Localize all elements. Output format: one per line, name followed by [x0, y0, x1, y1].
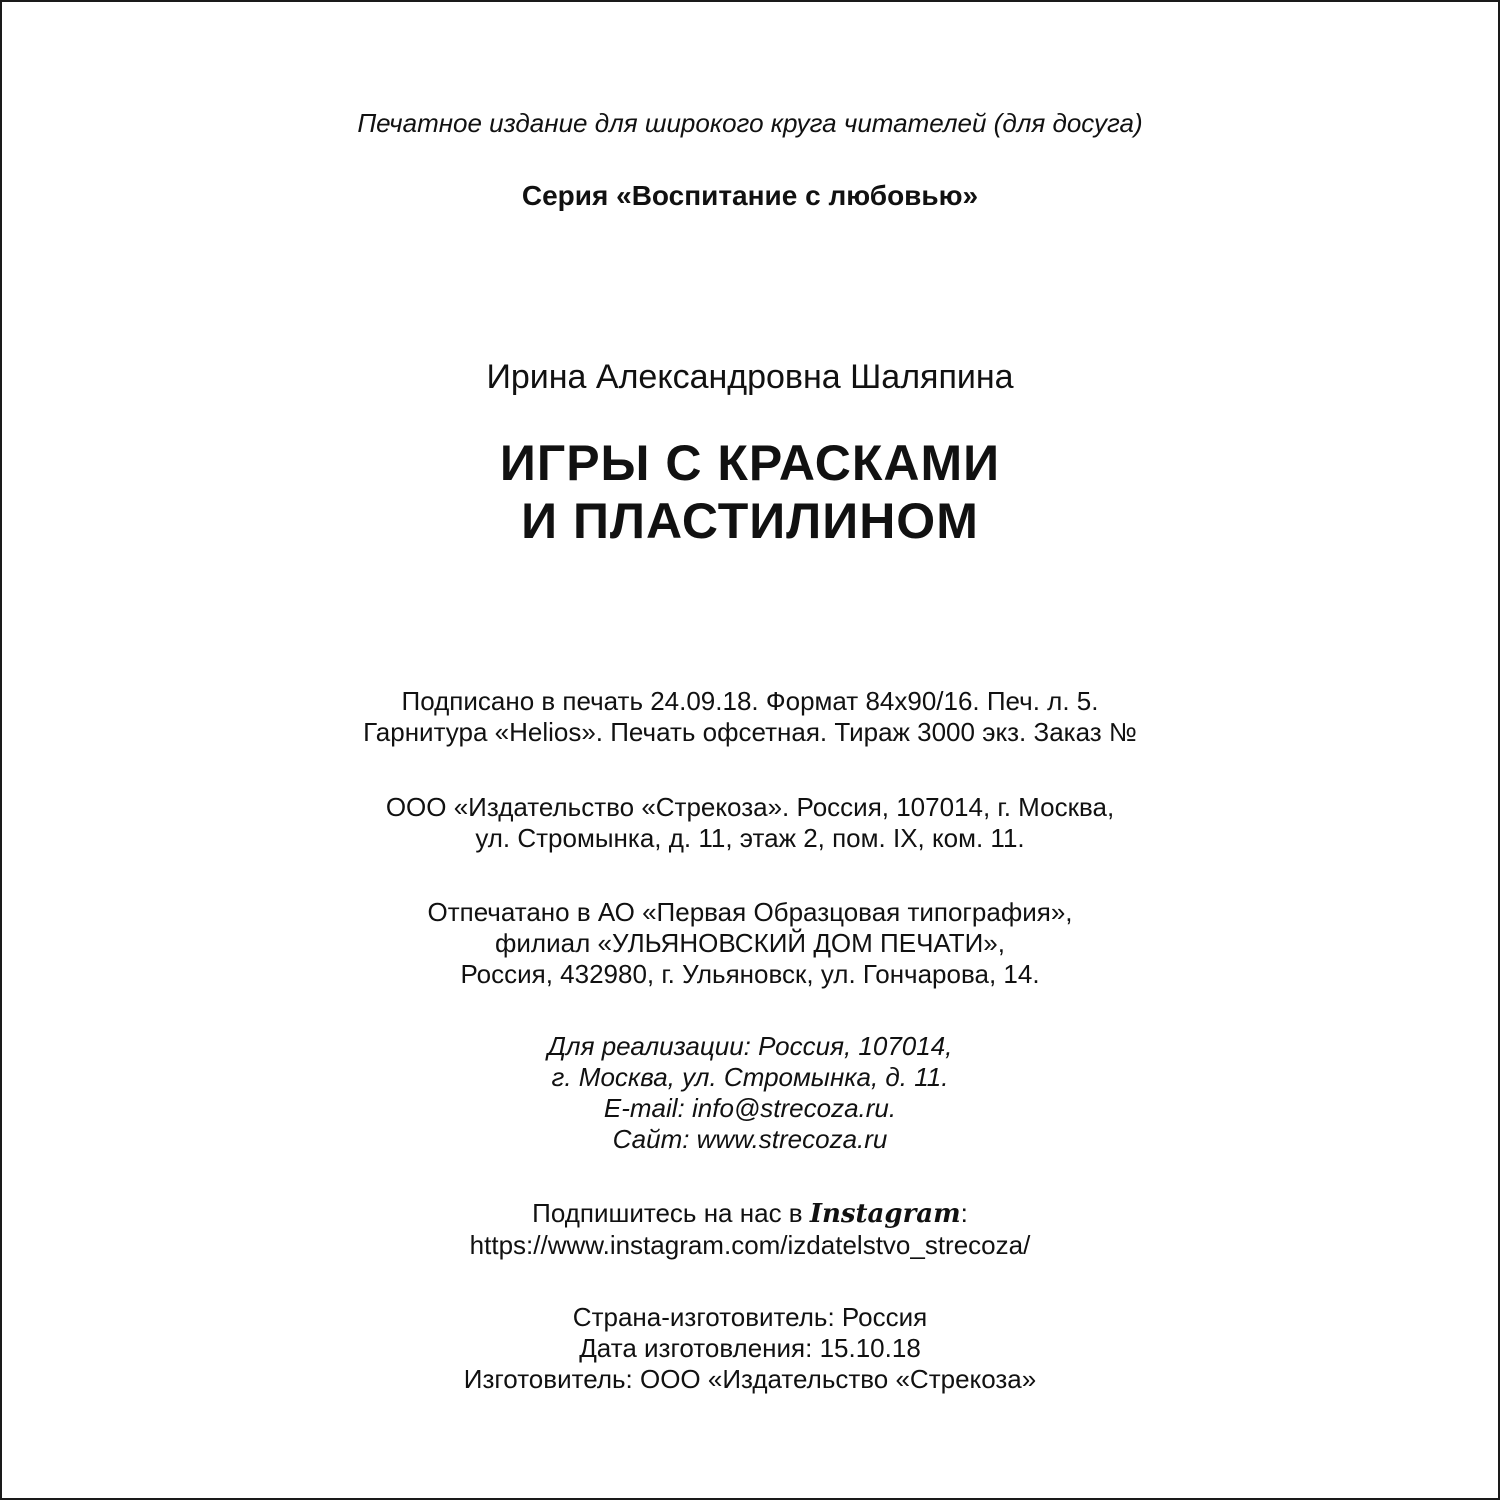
maker-line: Страна-изготовитель: Россия — [572, 1302, 928, 1332]
printer-info — [2, 897, 1498, 990]
author-name: Ирина Александровна Шаляпина — [486, 358, 1014, 396]
instagram-url: https://www.instagram.com/izdatelstvo_strecoza/ — [469, 1230, 1031, 1260]
book-title-line: ИГРЫ С КРАСКАМИ — [499, 435, 1001, 491]
maker-line: Изготовитель: ООО «Издательство «Стрекоза» — [463, 1364, 1037, 1394]
book-title-line: И ПЛАСТИЛИНОМ — [521, 493, 979, 549]
sales-line: г. Москва, ул. Стромынка, д. 11. — [551, 1062, 949, 1092]
print-info — [2, 686, 1498, 748]
publisher-line: ООО «Издательство «Стрекоза». Россия, 107014, г. Москва, — [385, 792, 1115, 822]
printer-line: Россия, 432980, г. Ульяновск, ул. Гончарова, 14. — [460, 959, 1040, 989]
series-title: Серия «Воспитание с любовью» — [521, 180, 979, 211]
social-block — [2, 1198, 1498, 1261]
sales-contacts — [2, 1031, 1498, 1155]
print-info-line: Гарнитура «Helios». Печать офсетная. Тираж 3000 экз. Заказ № — [363, 717, 1137, 747]
maker-line: Дата изготовления: 15.10.18 — [579, 1333, 921, 1363]
print-info-line: Подписано в печать 24.09.18. Формат 84x90/16. Печ. л. 5. — [401, 686, 1099, 716]
instagram-logo: Instagram — [809, 1199, 961, 1229]
publisher-address — [2, 792, 1498, 854]
social-prefix: Подпишитесь на нас в — [532, 1198, 810, 1228]
website-line: Сайт: www.strecoza.ru — [612, 1124, 888, 1154]
social-suffix: : — [960, 1198, 968, 1228]
manufacturer-info — [2, 1302, 1498, 1395]
book-title — [2, 434, 1498, 550]
printer-line: филиал «УЛЬЯНОВСКИЙ ДОМ ПЕЧАТИ», — [495, 928, 1005, 958]
email-line: E-mail: info@strecoza.ru. — [603, 1093, 897, 1123]
publisher-line: ул. Стромынка, д. 11, этаж 2, пом. IX, ком. 11. — [475, 823, 1025, 853]
social-invite — [2, 1198, 1498, 1230]
printer-line: Отпечатано в АО «Первая Образцовая типография», — [427, 897, 1073, 927]
sales-line: Для реализации: Россия, 107014, — [547, 1031, 953, 1061]
edition-note: Печатное издание для широкого круга читателей (для досуга) — [357, 108, 1143, 138]
